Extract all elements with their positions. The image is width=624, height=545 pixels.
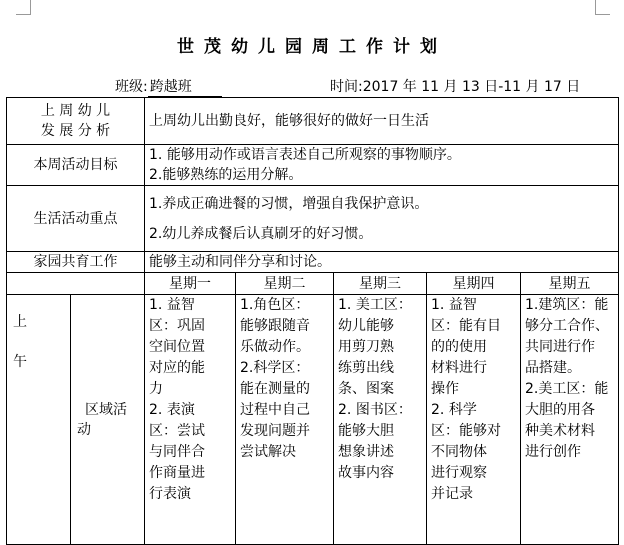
day-header: 星期二	[236, 273, 334, 295]
class-value: 跨越班	[148, 76, 222, 97]
table-row	[7, 273, 619, 295]
activity-label: 区域活 动	[71, 295, 145, 545]
time-info	[330, 76, 580, 96]
class-info	[115, 76, 222, 97]
schedule-cell-wed: 1. 美工区： 幼儿能够 用剪刀熟 练剪出线 条、图案 2. 图书区： 能够大胆 想象讲述 故事内容	[334, 295, 427, 545]
page-corner-mark	[595, 0, 610, 15]
day-header: 星期三	[334, 273, 427, 295]
row-content: 上周幼儿出勤良好，能够很好的做好一日生活	[145, 98, 619, 145]
class-label: 班级:	[115, 79, 148, 95]
row-content: 1.养成正确进餐的习惯，增强自我保护意识。 2.幼儿养成餐后认真刷牙的好习惯。	[145, 186, 619, 252]
day-header: 星期五	[521, 273, 619, 295]
table-row	[7, 295, 619, 545]
time-value: 2017 年 11 月 13 日-11 月 17 日	[362, 79, 581, 95]
table-row	[7, 145, 619, 186]
row-label: 家园共育工作	[7, 252, 145, 273]
schedule-cell-tue: 1.角色区： 能够跟随音 乐做动作。 2.科学区： 能在测量的 过程中自己 发现问题并 尝试解决	[236, 295, 334, 545]
table-row	[7, 98, 619, 145]
page-corner-mark	[16, 0, 31, 15]
document-title: 世茂幼儿园周工作计划	[177, 37, 447, 57]
table-row	[7, 252, 619, 273]
schedule-cell-fri: 1.建筑区：能 够分工合作、 共同进行作 品搭建。 2.美工区：能 大胆的用各 种美术材料 进行创作	[521, 295, 619, 545]
row-label: 本周活动目标	[7, 145, 145, 186]
time-label: 时间:	[330, 79, 363, 95]
day-header: 星期四	[427, 273, 521, 295]
period-label: 上 午	[7, 295, 71, 545]
row-content: 1. 能够用动作或语言表述自己所观察的事物顺序。 2.能够熟练的运用分解。	[145, 145, 619, 186]
weekly-plan-table	[6, 97, 619, 545]
day-header: 星期一	[145, 273, 236, 295]
schedule-cell-thu: 1. 益智 区：能有目 的的使用 材料进行 操作 2. 科学 区：能够对 不同物体 进行观察 并记录	[427, 295, 521, 545]
row-label: 上 周 幼 儿 发 展 分 析	[7, 98, 145, 145]
schedule-cell-mon: 1. 益智 区：巩固 空间位置 对应的能 力 2. 表演 区：尝试 与同伴合 作商量进 行表演	[145, 295, 236, 545]
table-row	[7, 186, 619, 252]
row-label: 生活活动重点	[7, 186, 145, 252]
empty-cell	[7, 273, 145, 295]
row-content: 能够主动和同伴分享和讨论。	[145, 252, 619, 273]
